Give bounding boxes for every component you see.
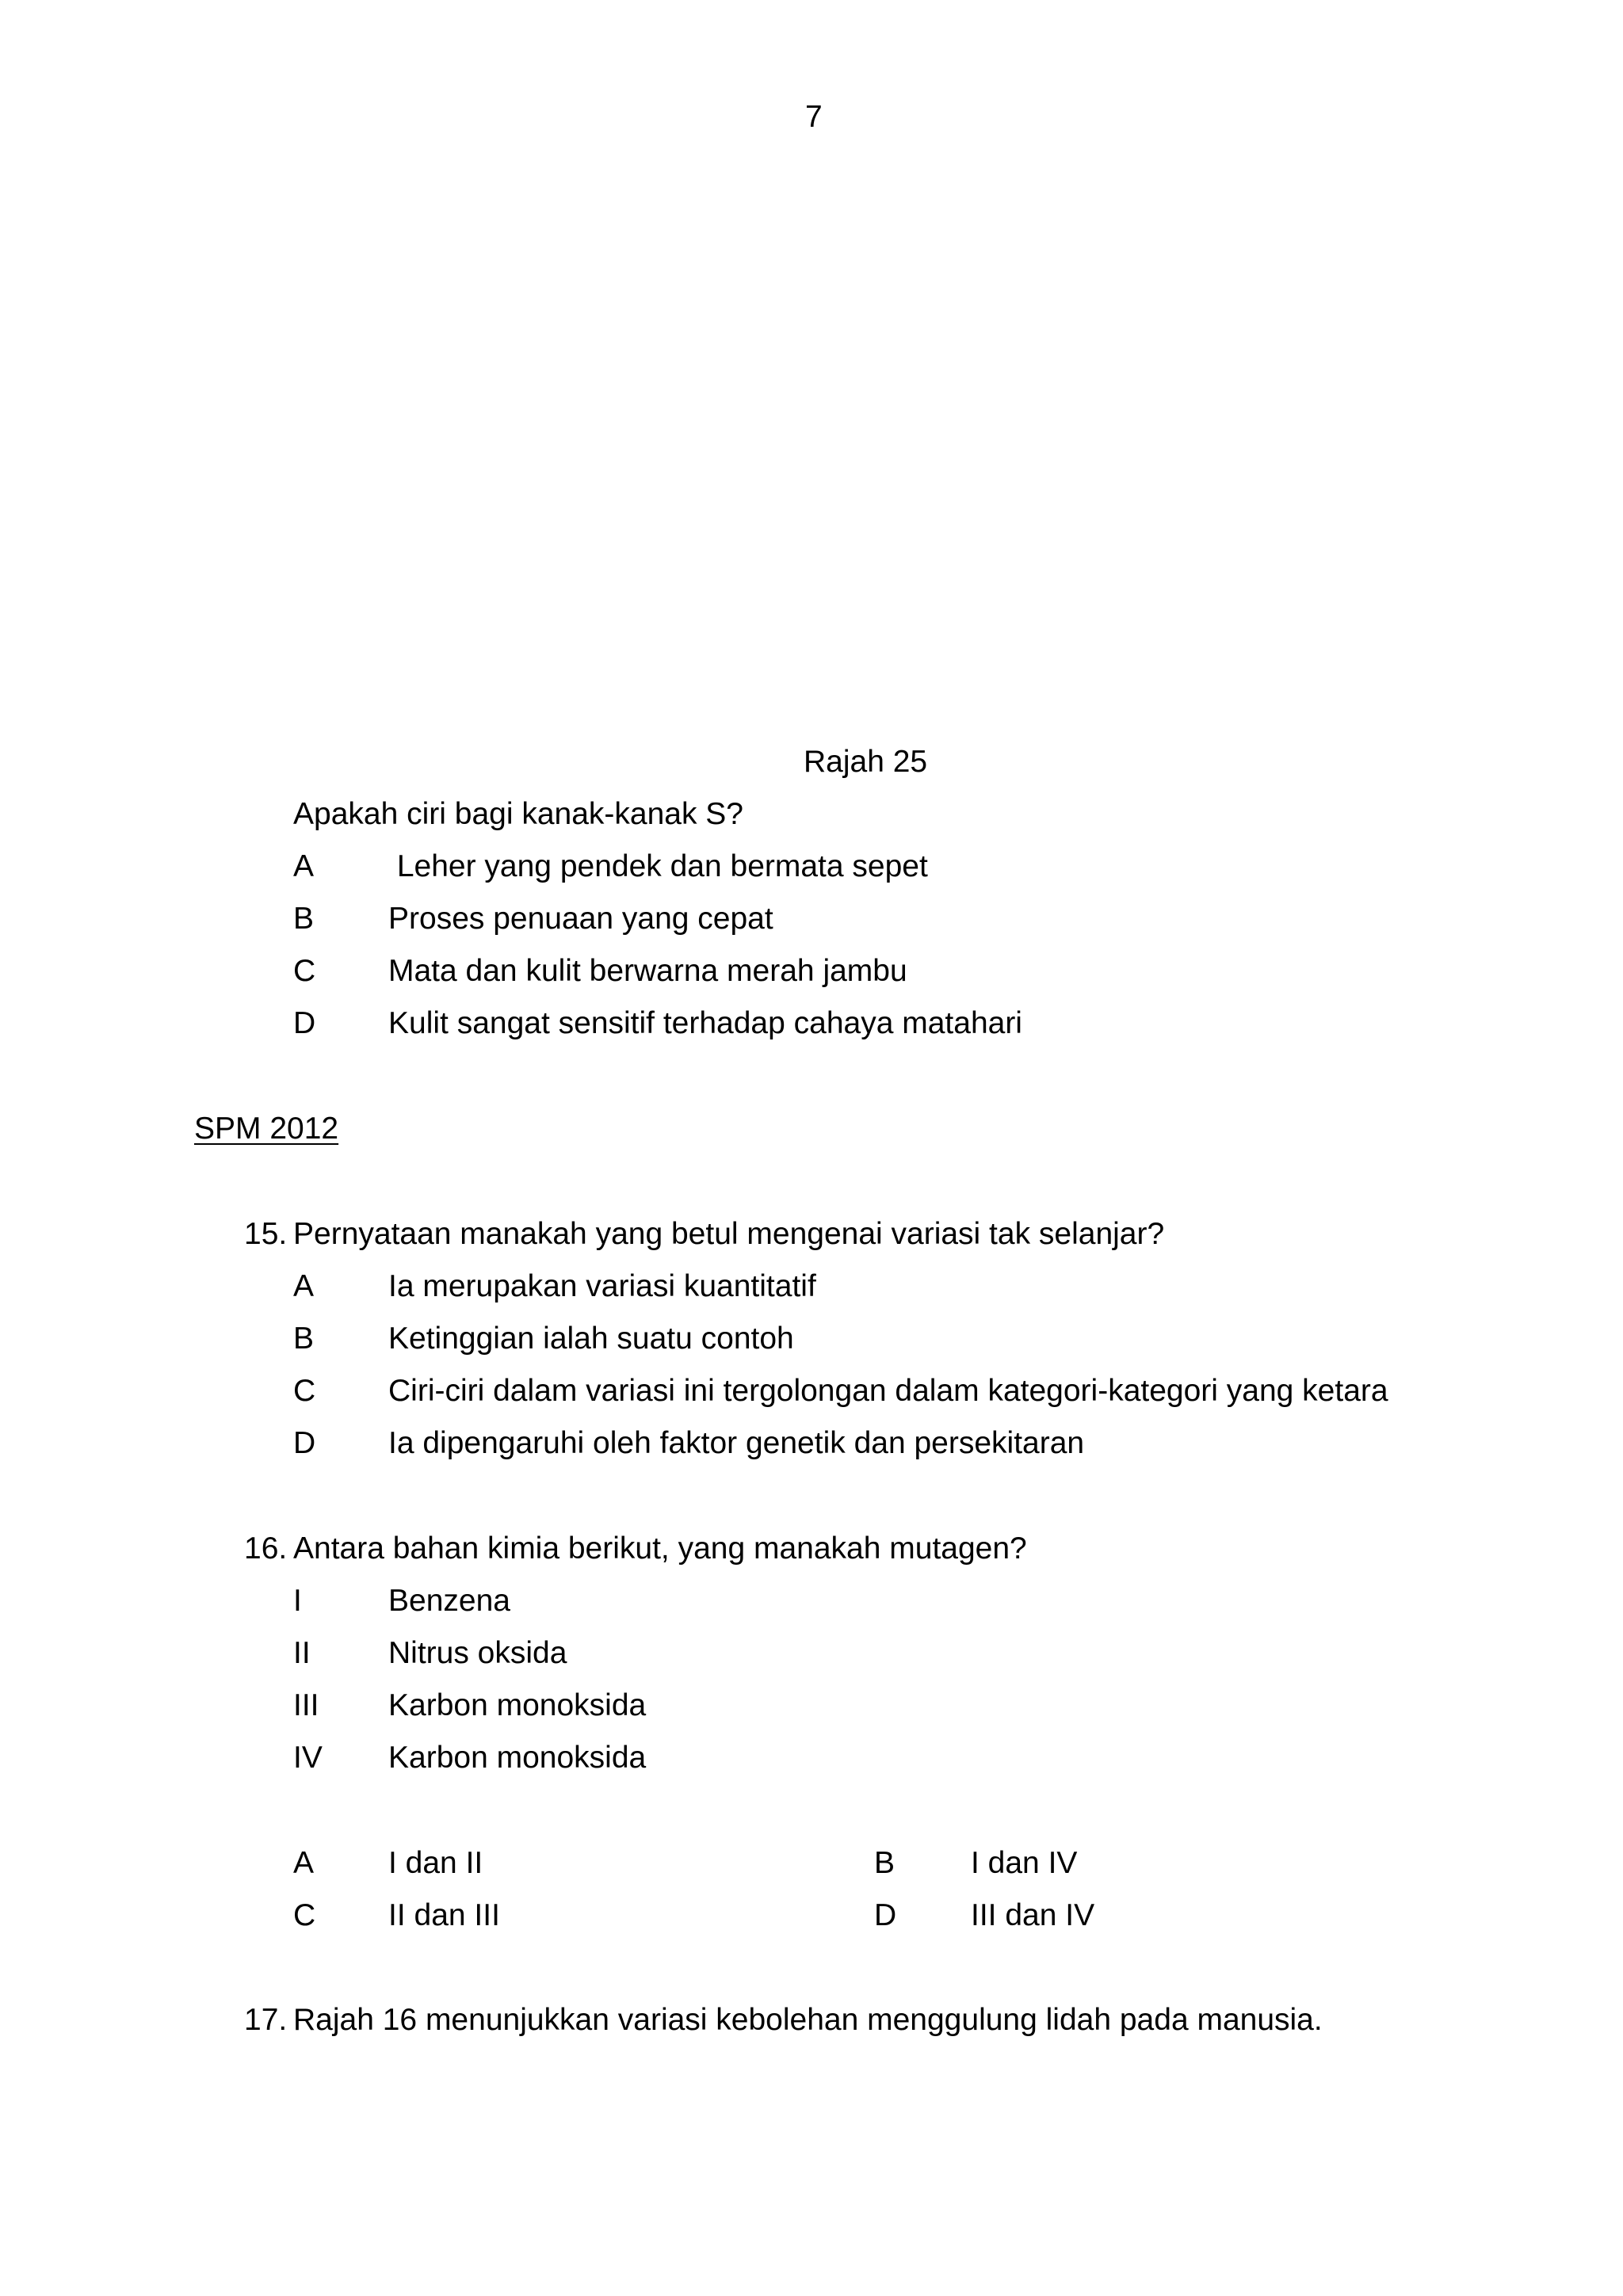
q17-stem: Rajah 16 menunjukkan variasi kebolehan menggulung lidah pada manusia. [293,2003,1323,2037]
q16-item-ii-text: Nitrus oksida [388,1636,567,1670]
q16-number: 16. [244,1531,288,1566]
q15-option-c-letter: C [293,1374,316,1408]
q15-option-c-text: Ciri-ciri dalam variasi ini tergolongan dalam kategori-kategori yang ketara [388,1374,1388,1408]
q17-number: 17. [244,2003,288,2037]
q14-option-b-letter: B [293,902,315,936]
q16-option-c-text: II dan III [388,1898,500,1932]
q16-option-a-letter: A [293,1846,315,1880]
page-number: 7 [805,100,823,134]
q16-stem: Antara bahan kimia berikut, yang manakah mutagen? [293,1531,1027,1566]
q16-item-iv-numeral: IV [293,1741,323,1775]
q16-option-d-text: III dan IV [971,1898,1095,1932]
q14-option-b-text: Proses penuaan yang cepat [388,902,773,936]
q16-item-iii-text: Karbon monoksida [388,1688,647,1722]
q14-option-d-text: Kulit sangat sensitif terhadap cahaya matahari [388,1006,1022,1040]
q14-option-a-letter: A [293,849,315,883]
q15-option-d-text: Ia dipengaruhi oleh faktor genetik dan persekitaran [388,1426,1085,1460]
q15-option-d-letter: D [293,1426,316,1460]
q16-item-i-text: Benzena [388,1584,510,1618]
q14-option-c-letter: C [293,954,316,988]
section-heading: SPM 2012 [194,1112,339,1146]
q16-option-a-text: I dan II [388,1846,483,1880]
q16-option-b-letter: B [874,1846,896,1880]
q16-item-i-numeral: I [293,1584,302,1618]
q15-option-b-letter: B [293,1322,315,1356]
q14-option-a-text: Leher yang pendek dan bermata sepet [388,849,928,883]
q14-stem: Apakah ciri bagi kanak-kanak S? [293,797,743,831]
q16-item-iv-text: Karbon monoksida [388,1741,647,1775]
q15-stem: Pernyataan manakah yang betul mengenai variasi tak selanjar? [293,1217,1165,1251]
q16-option-b-text: I dan IV [971,1846,1078,1880]
q16-option-d-letter: D [874,1898,897,1932]
figure-caption: Rajah 25 [804,745,928,779]
q16-option-c-letter: C [293,1898,316,1932]
q16-item-ii-numeral: II [293,1636,311,1670]
q15-option-a-text: Ia merupakan variasi kuantitatif [388,1269,816,1303]
q15-option-b-text: Ketinggian ialah suatu contoh [388,1322,794,1356]
q15-number: 15. [244,1217,288,1251]
q14-option-d-letter: D [293,1006,316,1040]
q15-option-a-letter: A [293,1269,315,1303]
q16-item-iii-numeral: III [293,1688,319,1722]
q14-option-c-text: Mata dan kulit berwarna merah jambu [388,954,907,988]
